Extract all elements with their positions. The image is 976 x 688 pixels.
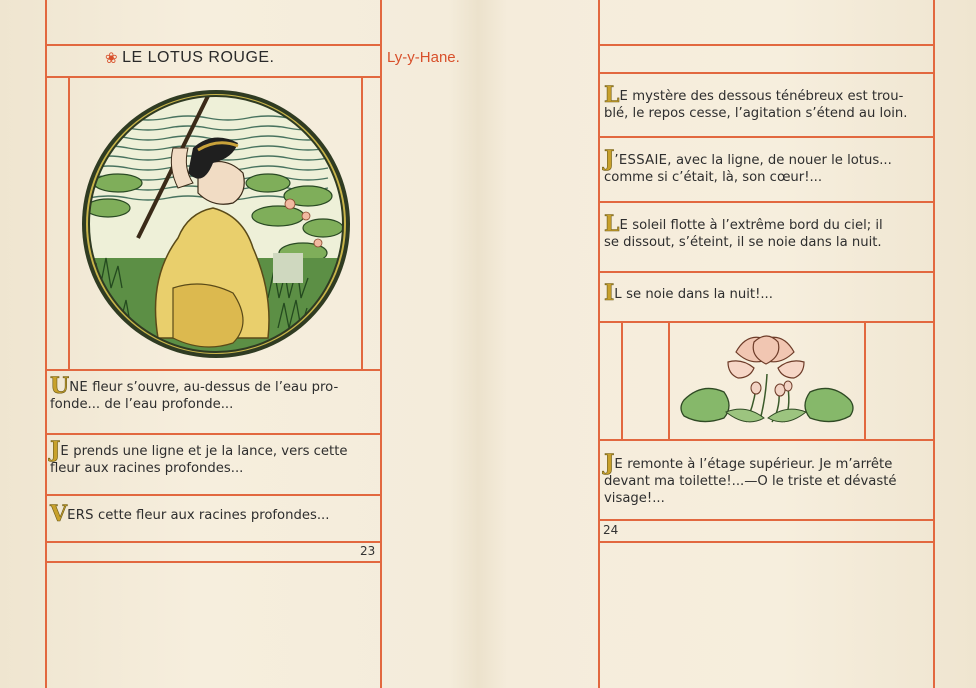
left-paragraph-2: JE prends une ligne et je la lance, vers cette fleur aux racines profondes... (50, 437, 348, 476)
drop-cap: I (604, 280, 615, 306)
left-para-rule-1 (45, 433, 381, 435)
right-title-rule (598, 72, 934, 74)
right-paragraph-1: LE mystère des dessous ténébreux est trou- blé, le repos cesse, l’agitation s’étend au loin. (604, 82, 908, 121)
drop-cap: V (50, 501, 68, 527)
right-frame-left (621, 321, 623, 440)
left-page-outer-rule (45, 0, 47, 688)
drop-cap: L (604, 82, 620, 108)
right-page-inner-rule (598, 0, 600, 688)
right-page-outer-rule (933, 0, 935, 688)
right-top-rule (598, 44, 934, 46)
right-paragraph-2: J’ESSAIE, avec la ligne, de nouer le lotus... comme si c’était, là, son cœur!... (604, 146, 892, 185)
lotus-flower-vignette (676, 330, 858, 434)
right-frame-inner-left (668, 321, 670, 440)
page-number-right: 24 (603, 523, 619, 537)
left-title-rule (45, 76, 381, 78)
right-para-rule-2 (598, 201, 934, 203)
drop-cap: L (604, 211, 620, 237)
lotus-ornament-icon: ❀ (105, 50, 119, 67)
right-para-rule-4 (598, 321, 934, 323)
left-frame-bottom (45, 369, 381, 371)
left-paragraph-1: UNE fleur s’ouvre, au-dessus de l’eau pro- fonde... de l’eau profonde... (50, 373, 339, 412)
right-para-rule-1 (598, 136, 934, 138)
left-top-rule (45, 44, 381, 46)
right-paragraph-4: IL se noie dans la nuit!... (604, 280, 773, 306)
left-para-rule-2 (45, 494, 381, 496)
chapter-title (105, 49, 275, 67)
right-paragraph-3: LE soleil flotte à l’extrême bord du ciel; il se dissout, s’éteint, il se noie dans la nuit. (604, 211, 883, 250)
chapter-title-text: LE LOTUS ROUGE. (122, 49, 275, 66)
left-para-rule-3 (45, 541, 381, 543)
left-frame-right (361, 76, 363, 370)
right-frame-bottom (598, 439, 934, 441)
left-frame-left (68, 76, 70, 370)
drop-cap: J (604, 450, 615, 476)
left-page-inner-rule (380, 0, 382, 688)
right-paragraph-5: JE remonte à l’étage supérieur. Je m’arrête devant ma toilette!...—O le triste et dévasté visage!... (604, 450, 897, 506)
right-para-rule-3 (598, 271, 934, 273)
left-paragraph-3: VERS cette fleur aux racines profondes... (50, 501, 330, 527)
drop-cap: U (50, 373, 70, 399)
left-bottom-rule (45, 561, 381, 563)
right-bottom-rule (598, 541, 934, 543)
author-name: Ly-y-Hane. (387, 49, 460, 66)
drop-cap: J (50, 437, 61, 463)
drop-cap: J (604, 146, 615, 172)
right-frame-inner-right (864, 321, 866, 440)
right-para-rule-5 (598, 519, 934, 521)
woman-fishing-medallion (78, 88, 354, 360)
page-number-left: 23 (360, 544, 376, 558)
